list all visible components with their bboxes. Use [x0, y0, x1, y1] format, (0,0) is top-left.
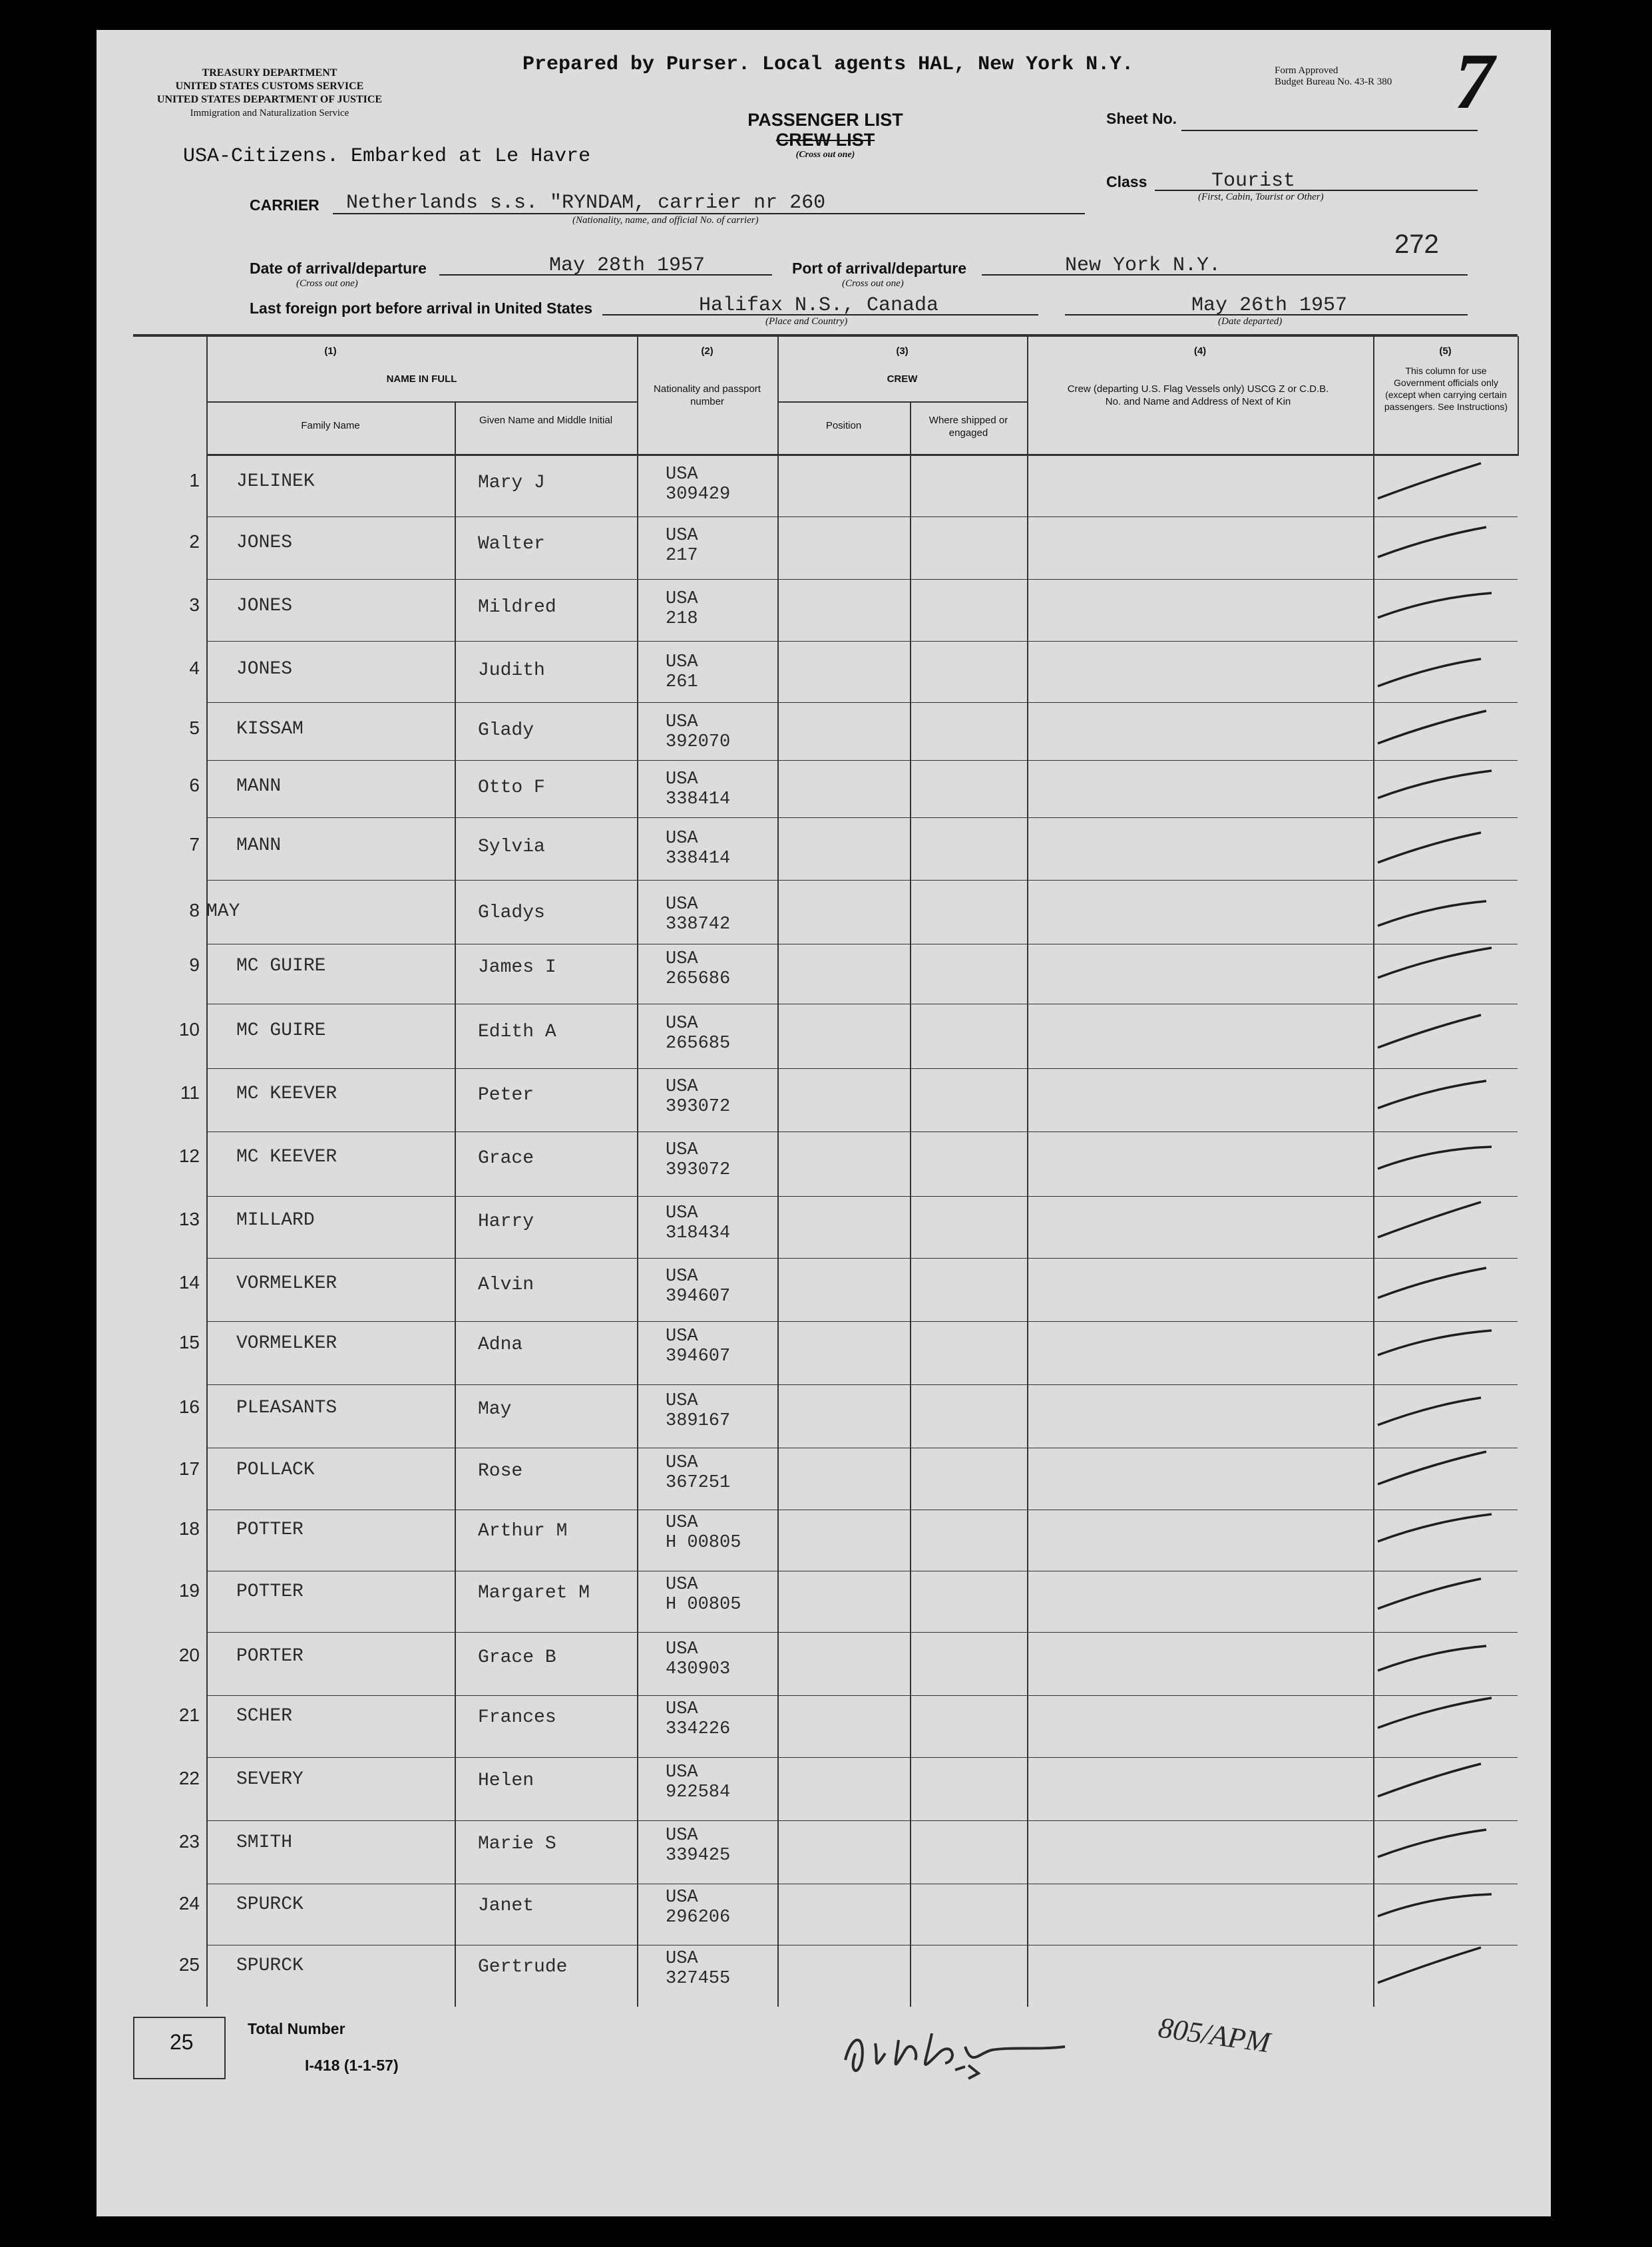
passport-number: 318434	[666, 1223, 731, 1243]
given-name: James I	[478, 957, 556, 978]
nationality: USA	[666, 1826, 698, 1846]
passport-number: 309429	[666, 485, 731, 505]
row-number: 8	[189, 900, 200, 920]
row-number: 21	[178, 1705, 200, 1725]
sheet-label: Sheet No.	[1106, 110, 1177, 127]
col-line	[206, 336, 208, 2007]
family-name: POTTER	[236, 1581, 304, 1602]
given-name: Otto F	[478, 777, 545, 798]
family-name: PLEASANTS	[236, 1398, 337, 1418]
row-separator	[206, 817, 1518, 818]
given-name: Mary J	[478, 473, 545, 493]
agency-line: UNITED STATES CUSTOMS SERVICE	[175, 81, 364, 92]
row-separator	[206, 579, 1518, 580]
port-label: Port of arrival/departure	[792, 260, 967, 277]
row-number: 9	[189, 954, 200, 975]
family-name: SPURCK	[236, 1955, 304, 1976]
nationality: USA	[666, 1267, 698, 1287]
date-underline	[439, 274, 772, 276]
passport-number: 338414	[666, 849, 731, 869]
given-name: Janet	[478, 1896, 534, 1916]
col-line	[1027, 336, 1028, 2007]
date-departed-value: May 26th 1957	[1191, 294, 1348, 317]
row-number: 25	[178, 1954, 200, 1975]
carrier-underline	[333, 213, 1085, 214]
passport-number: 338414	[666, 789, 731, 809]
last-port-value: Halifax N.S., Canada	[699, 294, 939, 317]
agency-line: UNITED STATES DEPARTMENT OF JUSTICE	[156, 94, 383, 105]
family-name: MANN	[236, 776, 282, 797]
passport-number: 392070	[666, 732, 731, 752]
passport-number: 393072	[666, 1160, 731, 1180]
passport-number: 261	[666, 672, 698, 692]
nationality: USA	[666, 712, 698, 732]
passport-number: 218	[666, 609, 698, 629]
given-name: Marie S	[478, 1834, 556, 1854]
nationality: USA	[666, 949, 698, 969]
given-name: Arthur M	[478, 1521, 568, 1541]
family-name: SEVERY	[236, 1769, 304, 1790]
nationality: USA	[666, 1077, 698, 1097]
family-name: SMITH	[236, 1832, 293, 1853]
given-name: Walter	[478, 534, 545, 554]
passport-number: 265686	[666, 969, 731, 989]
row-number: 22	[178, 1768, 200, 1788]
nationality: USA	[666, 1391, 698, 1411]
class-note: (First, Cabin, Tourist or Other)	[1198, 192, 1324, 202]
date-departed-note: (Date departed)	[1218, 316, 1283, 327]
check-mark	[1371, 1444, 1504, 1497]
budget-bureau: Budget Bureau No. 43-R 380	[1275, 77, 1392, 87]
family-name: SCHER	[236, 1706, 293, 1727]
row-number: 17	[178, 1458, 200, 1479]
nationality: USA	[666, 1762, 698, 1782]
col-line	[910, 403, 911, 2007]
row-separator	[206, 1820, 1518, 1821]
sub-header-rule	[206, 401, 637, 403]
row-number: 18	[178, 1518, 200, 1539]
given-name: Mildred	[478, 597, 556, 618]
given-name: Gladys	[478, 903, 545, 923]
nationality: USA	[666, 829, 698, 849]
last-port-note: (Place and Country)	[765, 316, 848, 327]
class-label: Class	[1106, 173, 1147, 190]
agency-line: TREASURY DEPARTMENT	[202, 67, 337, 79]
class-underline	[1155, 190, 1478, 191]
row-number: 16	[178, 1396, 200, 1417]
family-name: VORMELKER	[236, 1333, 337, 1354]
nationality: USA	[666, 1699, 698, 1719]
given-name: Frances	[478, 1707, 556, 1728]
last-port-label: Last foreign port before arrival in United States	[250, 300, 593, 317]
given-name: May	[478, 1399, 512, 1420]
row-number: 24	[178, 1893, 200, 1914]
row-number: 20	[178, 1645, 200, 1665]
row-separator	[206, 1258, 1518, 1259]
check-mark	[1371, 1194, 1504, 1247]
header-bottom-rule	[206, 454, 1518, 456]
row-separator	[206, 702, 1518, 703]
passport-number: 339425	[666, 1846, 731, 1866]
given-name: Gertrude	[478, 1957, 568, 1977]
date-departed-underline	[1065, 314, 1468, 315]
row-number: 1	[189, 470, 200, 491]
date-value: May 28th 1957	[549, 254, 706, 277]
check-mark	[1371, 885, 1504, 938]
embarked-line: USA-Citizens. Embarked at Le Havre	[183, 145, 591, 168]
form-sheet	[97, 30, 1551, 2216]
check-mark	[1371, 455, 1504, 509]
passport-number: H 00805	[666, 1533, 741, 1553]
check-mark	[1371, 1257, 1504, 1311]
given-name: Glady	[478, 720, 534, 741]
col2-num: (2)	[701, 345, 714, 357]
port-underline	[982, 274, 1468, 276]
title-passenger: PASSENGER LIST	[747, 110, 903, 130]
family-name: MAY	[206, 901, 240, 922]
row-number: 3	[189, 594, 200, 615]
family-name: VORMELKER	[236, 1273, 337, 1294]
passport-number: H 00805	[666, 1595, 741, 1615]
nationality: USA	[666, 1014, 698, 1034]
col-line	[1518, 336, 1519, 456]
passport-number: 394607	[666, 1346, 731, 1366]
family-name: PORTER	[236, 1646, 304, 1667]
check-mark	[1371, 1068, 1504, 1121]
passport-number: 394607	[666, 1287, 731, 1307]
carrier-value: Netherlands s.s. "RYNDAM, carrier nr 260	[346, 192, 826, 214]
check-mark	[1371, 1690, 1504, 1743]
table-top-rule	[133, 334, 1518, 337]
row-number: 12	[178, 1145, 200, 1166]
passport-number: 393072	[666, 1097, 731, 1117]
given-name: Grace B	[478, 1647, 556, 1668]
col1-num: (1)	[324, 345, 337, 357]
check-mark	[1371, 1940, 1504, 1993]
form-number: I-418 (1-1-57)	[305, 2057, 399, 2074]
family-name: POLLACK	[236, 1460, 315, 1480]
nationality: USA	[666, 1888, 698, 1908]
total-label: Total Number	[248, 2020, 345, 2037]
passport-number: 296206	[666, 1908, 731, 1928]
passport-number: 265685	[666, 1034, 731, 1054]
row-separator	[206, 1196, 1518, 1197]
nationality: USA	[666, 1639, 698, 1659]
given-name: Helen	[478, 1770, 534, 1791]
carrier-label: CARRIER	[250, 196, 319, 214]
check-mark	[1371, 643, 1504, 696]
row-separator	[206, 1068, 1518, 1069]
col1b-title: Given Name and Middle Initial	[479, 415, 613, 426]
family-name: MC GUIRE	[236, 1020, 326, 1041]
sub-header-rule	[777, 401, 1027, 403]
passport-number: 922584	[666, 1782, 731, 1802]
family-name: KISSAM	[236, 719, 304, 739]
carrier-note: (Nationality, name, and official No. of carrier)	[572, 215, 759, 226]
total-count: 25	[170, 2030, 194, 2054]
nationality: USA	[666, 589, 698, 609]
row-number: 2	[189, 531, 200, 552]
col-line	[637, 336, 638, 2007]
passport-number: 217	[666, 546, 698, 566]
row-separator	[206, 880, 1518, 881]
passport-number: 338742	[666, 915, 731, 934]
family-name: JONES	[236, 532, 293, 553]
given-name: Sylvia	[478, 837, 545, 857]
class-value: Tourist	[1211, 170, 1296, 192]
check-mark	[1371, 1565, 1504, 1619]
handwritten-note: 805/APM	[1156, 2011, 1273, 2059]
row-separator	[206, 1321, 1518, 1322]
col5-num: (5)	[1439, 345, 1452, 357]
col3a-title: Position	[825, 420, 862, 431]
col5-title: This column for use Government officials only (except when carrying certain passengers. See Instructions)	[1384, 365, 1508, 412]
given-name: Edith A	[478, 1022, 556, 1042]
col4-num: (4)	[1193, 345, 1207, 357]
row-number: 13	[178, 1209, 200, 1229]
row-separator	[206, 641, 1518, 642]
check-mark	[1371, 516, 1504, 570]
given-name: Adna	[478, 1334, 523, 1355]
row-number: 5	[189, 717, 200, 738]
nationality: USA	[666, 1453, 698, 1473]
row-separator	[206, 1131, 1518, 1132]
passport-number: 430903	[666, 1659, 731, 1679]
col-line	[777, 336, 779, 2007]
check-mark	[1371, 1753, 1504, 1806]
col1-title: NAME IN FULL	[386, 373, 457, 385]
nationality: USA	[666, 1575, 698, 1595]
col3-title: CREW	[887, 373, 918, 385]
title-crew-crossed: CREW LIST	[775, 130, 875, 150]
col3b-title: Where shipped or engaged	[929, 415, 1008, 439]
nationality: USA	[666, 1513, 698, 1533]
form-approved	[1275, 65, 1392, 88]
row-separator	[206, 1695, 1518, 1696]
check-mark	[1371, 1878, 1504, 1932]
port-note: (Cross out one)	[842, 278, 904, 289]
given-name: Judith	[478, 660, 545, 681]
row-separator	[206, 1757, 1518, 1758]
port-value: New York N.Y.	[1065, 254, 1221, 277]
row-number: 11	[180, 1082, 200, 1103]
nationality: USA	[666, 526, 698, 546]
passport-number: 367251	[666, 1473, 731, 1493]
row-separator	[206, 1632, 1518, 1633]
nationality: USA	[666, 652, 698, 672]
given-name: Margaret M	[478, 1583, 590, 1603]
family-name: JELINEK	[236, 471, 315, 492]
passport-number: 327455	[666, 1969, 731, 1989]
purser-signature	[839, 2013, 1211, 2087]
check-mark	[1371, 580, 1504, 633]
family-name: MILLARD	[236, 1210, 315, 1231]
form-approved-label: Form Approved	[1275, 65, 1339, 76]
date-label: Date of arrival/departure	[250, 260, 427, 277]
check-mark	[1371, 819, 1504, 873]
row-number: 15	[178, 1332, 200, 1352]
given-name: Grace	[478, 1148, 534, 1169]
row-separator	[206, 760, 1518, 761]
check-mark	[1371, 703, 1504, 756]
given-name: Harry	[478, 1211, 534, 1232]
nationality: USA	[666, 465, 698, 485]
row-number: 10	[178, 1019, 200, 1040]
passport-number: 334226	[666, 1719, 731, 1739]
row-number: 23	[178, 1831, 200, 1852]
passport-number: 389167	[666, 1411, 731, 1431]
row-number: 6	[189, 775, 200, 795]
nationality: USA	[666, 1949, 698, 1969]
check-mark	[1371, 1382, 1504, 1435]
row-separator	[206, 1384, 1518, 1385]
nationality: USA	[666, 895, 698, 915]
row-number: 7	[189, 834, 200, 855]
title-note: (Cross out one)	[795, 150, 855, 160]
date-note: (Cross out one)	[296, 278, 358, 289]
agency-block	[150, 67, 389, 120]
row-separator	[206, 516, 1518, 517]
row-number: 4	[189, 658, 200, 678]
family-name: POTTER	[236, 1520, 304, 1540]
family-name: SPURCK	[236, 1894, 304, 1915]
check-mark	[1371, 1004, 1504, 1058]
page-number: 272	[1394, 230, 1439, 259]
handwritten-sheet-number: 7	[1454, 37, 1494, 125]
nationality: USA	[666, 1203, 698, 1223]
check-mark	[1371, 1630, 1504, 1683]
nationality: USA	[666, 769, 698, 789]
row-number: 14	[178, 1272, 200, 1293]
check-mark	[1371, 1816, 1504, 1870]
prepared-by: Prepared by Purser. Local agents HAL, New York N.Y.	[522, 53, 1134, 76]
col-line	[455, 403, 456, 2007]
col4-title: Crew (departing U.S. Flag Vessels only) USCG Z or C.D.B. No. and Name and Address of Next of Kin	[1067, 383, 1329, 407]
list-title	[742, 110, 909, 160]
row-number: 19	[178, 1580, 200, 1601]
check-mark	[1371, 1504, 1504, 1557]
family-name: JONES	[236, 596, 293, 616]
family-name: JONES	[236, 659, 293, 680]
agency-line: Immigration and Naturalization Service	[190, 108, 349, 118]
col1a-title: Family Name	[301, 420, 360, 431]
col2-title: Nationality and passport number	[654, 383, 761, 407]
nationality: USA	[666, 1327, 698, 1346]
check-mark	[1371, 940, 1504, 993]
given-name: Peter	[478, 1085, 534, 1106]
family-name: MC KEEVER	[236, 1084, 337, 1104]
family-name: MANN	[236, 835, 282, 856]
last-port-underline	[602, 314, 1038, 315]
family-name: MC KEEVER	[236, 1147, 337, 1167]
family-name: MC GUIRE	[236, 956, 326, 976]
nationality: USA	[666, 1140, 698, 1160]
given-name: Rose	[478, 1461, 523, 1482]
sheet-underline	[1181, 130, 1478, 131]
check-mark	[1371, 1131, 1504, 1184]
col3-num: (3)	[896, 345, 909, 357]
check-mark	[1371, 760, 1504, 813]
check-mark	[1371, 1317, 1504, 1370]
given-name: Alvin	[478, 1275, 534, 1295]
